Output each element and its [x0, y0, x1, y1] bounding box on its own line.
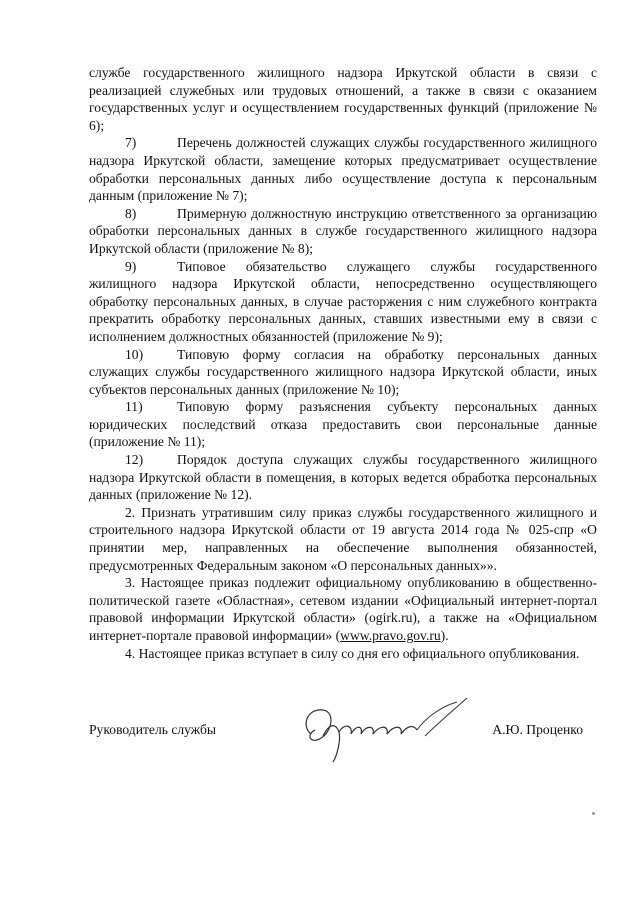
scan-speck	[592, 812, 595, 815]
list-item-number: 8)	[125, 205, 137, 221]
paragraph-3-tail: ).	[440, 628, 449, 643]
list-item-text: Перечень должностей служащих службы государственного жилищного надзора Иркутской области, замещение которых предусматривает осуществление обработки персональных данных либо осуществление доступа к персональным данным (приложение № 7);	[89, 135, 597, 204]
pravo-link[interactable]: www.pravo.gov.ru	[340, 628, 441, 643]
paragraph-3	[89, 574, 597, 644]
list-item-text: Типовую форму согласия на обработку персональных данных служащих службы государственного жилищного надзора Иркутской области, иных субъектов персональных данных (приложение № 10);	[89, 346, 597, 397]
list-item-number: 10)	[125, 346, 144, 362]
list-item-text: Примерную должностную инструкцию ответственного за организацию обработки персональных данных в службе государственного жилищного надзора Иркутской области (приложение № 8);	[89, 205, 597, 256]
list-item	[89, 258, 597, 346]
list-item-number: 12)	[125, 452, 144, 468]
list-item	[89, 398, 597, 451]
list-item-number: 7)	[125, 135, 137, 151]
list-item-text: Типовое обязательство служащего службы государственного жилищного надзора Иркутской области, непосредственно осуществляющего обработку персональных данных, в случае расторжения с ним служебного контракта прекратить обработку персональных данных, ставших известными ему в связи с исполнением должностных обязанностей (приложение № 9);	[89, 258, 597, 344]
signatory-name: А.Ю. Проценко	[492, 722, 583, 737]
paragraph-3-text: 3. Настоящее приказ подлежит официальному опубликованию в общественно-политической газете «Областная», сетевом издании «Официальный интернет-портал правовой информации Иркутской области» (ogirk.ru), а также на «Официальном интернет-портале правовой информации» (	[89, 575, 597, 643]
lead-paragraph: службе государственного жилищного надзора Иркутской области в связи с реализацией служебных или трудовых отношений, а также в связи с оказанием государственных услуг и осуществлением государственных функций (приложение № 6);	[89, 65, 597, 133]
handwritten-signature-icon	[297, 696, 487, 776]
list-item	[89, 134, 597, 204]
list-item	[89, 346, 597, 399]
signatory-position: Руководитель службы	[89, 722, 217, 737]
list-item	[89, 205, 597, 258]
document-body	[89, 64, 597, 662]
list-item-text: Типовую форму разъяснения субъекту персональных данных юридических последствий отказа предоставить свои персональные данные (приложение № 11);	[89, 399, 597, 450]
paragraph-2: 2. Признать утратившим силу приказ службы государственного жилищного и строительного надзора Иркутской области от 19 августа 2014 года № 025-спр «О принятии мер, направленных на обеспечение выполнения обязанностей, предусмотренных Федеральным законом «О персональных данных»».	[89, 504, 597, 573]
list-item-text: Порядок доступа служащих службы государственного жилищного надзора Иркутской области в помещения, в которых ведется обработка персональных данных (приложение № 12).	[89, 452, 597, 503]
list-item	[89, 451, 597, 504]
signature-block	[89, 716, 597, 796]
list-item-number: 9)	[125, 258, 137, 274]
list-item-number: 11)	[125, 399, 143, 415]
paragraph-4: 4. Настоящее приказ вступает в силу со дня его официального опубликования.	[125, 645, 580, 661]
